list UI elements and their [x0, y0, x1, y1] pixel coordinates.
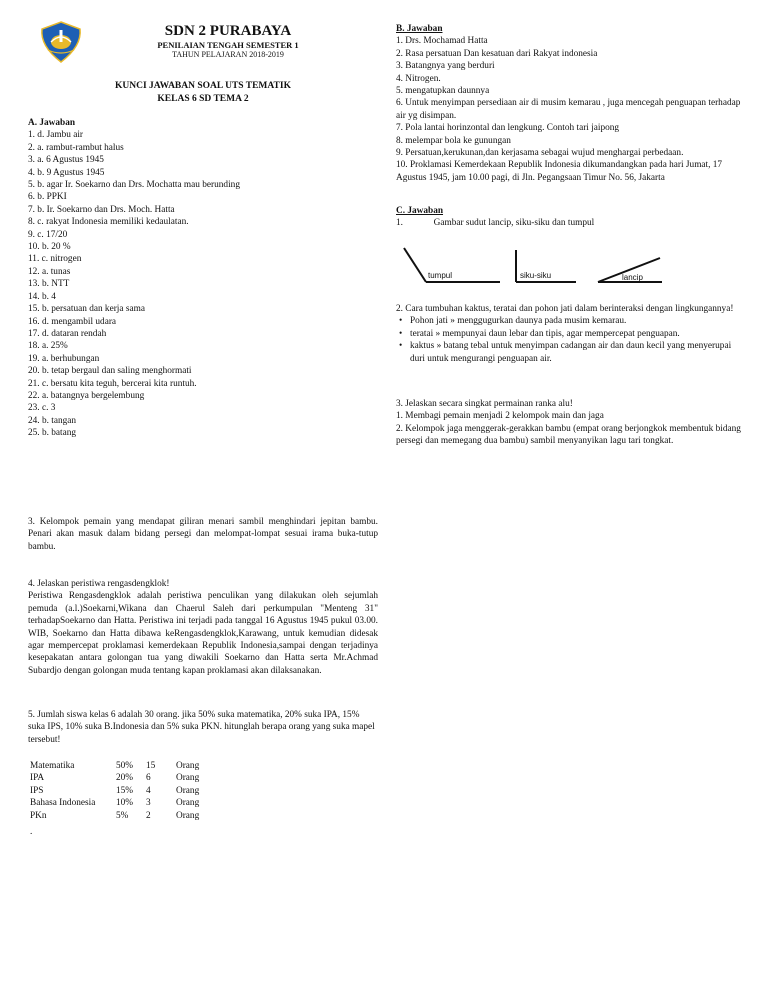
answer-a-5: 5. b. agar Ir. Soekarno dan Drs. Mochatta mau berunding [28, 180, 240, 191]
list-item [396, 315, 746, 327]
answer-b-7: 7. Pola lantai horinzontal dan lengkung. Contoh tari jaipong [396, 123, 620, 134]
angle-label-siku-siku: siku-siku [520, 271, 552, 280]
unit-cell: Orang [176, 773, 200, 784]
answer-a-16: 16. d. mengambil udara [28, 316, 117, 327]
section-a-title: A. Jawaban [28, 118, 76, 128]
table-row [30, 785, 203, 797]
count-cell: 6 [146, 773, 151, 784]
percent-cell: 15% [116, 785, 134, 796]
answer-b-3: 3. Batangnya yang berduri [396, 61, 495, 72]
right-angle-figure [516, 250, 576, 282]
table-row [30, 797, 203, 809]
section-b-title: B. Jawaban [396, 24, 443, 34]
section-c-q2-text: 2. Cara tumbuhan kaktus, teratai dan pohon jati dalam berinteraksi dengan lingkungannya! [396, 304, 734, 314]
section-c-title: C. Jawaban [396, 206, 444, 216]
unit-cell: Orang [176, 761, 200, 771]
paragraph-q5: 5. Jumlah siswa kelas 6 adalah 30 orang. jika 50% suka matematika, 20% suka IPA, 15% suka IPS, 10% suka B.Indonesia dan 5% suka PKN. hitunglah berapa orang yang suka mapel tersebut! [28, 710, 375, 745]
academic-year: TAHUN PELAJARAN 2018-2019 [172, 50, 284, 59]
q3-line-2: 2. Kelompok jaga menggerak-gerakkan bambu (empat orang berjongkok membentuk bidang persegi dan memegang dua bambu) sambil menyanyikan lagu tari tongkat. [396, 423, 741, 447]
count-cell: 15 [146, 761, 156, 771]
subject-table [30, 760, 203, 822]
paragraph-q3-continued: 3. Kelompok pemain yang mendapat giliran menari sambil menghindari jepitan bambu. Penari akan masuk dalam bidang persegi dan melompat-lompat sesuai irama buka-tutup bambu. [28, 517, 378, 552]
angle-label-lancip: lancip [622, 273, 643, 282]
section-a [28, 117, 378, 440]
answer-a-2: 2. a. rambut-rambut halus [28, 142, 124, 153]
answer-a-22: 22. a. batangnya bergelembung [28, 390, 145, 401]
section-c-q3 [396, 398, 746, 448]
school-logo-icon [34, 20, 88, 64]
answer-a-20: 20. b. tetap bergaul dan saling menghormati [28, 366, 192, 377]
answer-a-11: 11. c. nitrogen [28, 254, 82, 265]
paragraph-q4 [28, 578, 378, 677]
subject-cell: PKn [30, 810, 47, 821]
q4-question: 4. Jelaskan peristiwa rengasdengklok! [28, 579, 170, 589]
answer-a-7: 7. b. Ir. Soekarno dan Drs. Moch. Hatta [28, 204, 175, 215]
answer-b-6: 6. Untuk menyimpan persediaan air di musim kemarau , juga mencegah penguapan terhadap air yg disimpan. [396, 98, 741, 121]
percent-cell: 10% [116, 798, 134, 809]
acute-angle-figure [598, 258, 662, 282]
section-c [396, 205, 746, 230]
q4-answer: Peristiwa Rengasdengklok adalah peristiwa penculikan yang dilakukan oleh sejumlah pemuda (a.l.)Soekarni,Wikana dan Chaerul Saleh dari perkumpulan "Menteng 31" terhadapSoekarno dan Hatta. Peristiwa ini terjadi pada tanggal 16 Agustus 1945 pukul 03.00. WIB, Soekarno dan Hatta dibawa keRengasdengklok,Karawang, untuk kemudian didesak agar mempercepat proklamasi kemerdekaan Republik Indonesia,sampai dengan terjadinya kesepakatan antara golongan tua yang diwakili Soekarno dan Hatta serta Mr.Achmad Subardjo dengan golongan muda tentang kapan proklamasi akan dilaksanakan. [28, 591, 378, 676]
answer-a-19: 19. a. berhubungan [28, 353, 100, 364]
bullet-icon: • [399, 328, 403, 339]
q2-bullet-1: Pohon jati » menggugurkan daunya pada musim kemarau. [410, 316, 627, 327]
end-mark: . [30, 827, 33, 837]
answer-b-5: 5. mengatupkan daunnya [396, 86, 490, 97]
subject-cell: IPA [30, 773, 45, 784]
answer-a-9: 9. c. 17/20 [28, 229, 68, 240]
percent-cell: 5% [116, 810, 129, 821]
count-cell: 4 [146, 785, 151, 796]
answer-b-9: 9. Persatuan,kerukunan,dan kerjasama sebagai wujud menghargai perbedaan. [396, 148, 684, 159]
q2-bullet-3: kaktus » batang tebal untuk menyimpan cadangan air dan daun kecil yang menyerupai duri untuk mengurangi penguapan air. [410, 341, 732, 364]
answer-a-17: 17. d. dataran rendah [28, 328, 107, 339]
answer-a-14: 14. b. 4 [28, 291, 56, 302]
answer-a-8: 8. c. rakyat Indonesia memiliki kedaulatan. [28, 217, 189, 228]
answer-b-10: 10. Proklamasi Kemerdekaan Republik Indonesia dikumandangkan pada hari Jumat, 17 Agustus 1945, jam 10.00 pagi, di Jln. Pegangsaan Timur No. 56, Jakarta [396, 160, 723, 183]
subject-cell: IPS [30, 785, 44, 796]
answer-a-18: 18. a. 25% [28, 341, 68, 352]
angle-figures [396, 240, 696, 286]
answer-b-1: 1. Drs. Mochamad Hatta [396, 36, 488, 47]
unit-cell: Orang [176, 798, 200, 809]
bullet-icon: • [399, 341, 403, 352]
answer-a-25: 25. b. batang [28, 428, 77, 439]
section-c-q1-number: 1. [396, 218, 403, 229]
subject-cell: Bahasa Indonesia [30, 798, 96, 809]
unit-cell: Orang [176, 785, 200, 796]
list-item [396, 340, 746, 365]
answer-a-1: 1. d. Jambu air [28, 130, 83, 141]
answer-a-21: 21. c. bersatu kita teguh, bercerai kita runtuh. [28, 378, 197, 389]
answer-a-12: 12. a. tunas [28, 266, 71, 277]
answer-a-24: 24. b. tangan [28, 415, 77, 426]
q2-bullet-2: teratai » mempunyai daun lebar dan tipis, agar mempercepat penguapan. [410, 328, 680, 339]
obtuse-angle-figure [404, 248, 500, 282]
answer-key-line1: KUNCI JAWABAN SOAL UTS TEMATIK [115, 81, 291, 91]
subject-cell: Matematika [30, 761, 75, 771]
section-c-q1 [396, 217, 746, 229]
answer-b-2: 2. Rasa persatuan Dan kesatuan dari Rakyat indonesia [396, 48, 598, 59]
q3-line-1: 1. Membagi pemain menjadi 2 kelompok main dan jaga [396, 411, 604, 422]
section-c-q1-text: Gambar sudut lancip, siku-siku dan tumpul [433, 218, 595, 229]
section-c-q3-text: 3. Jelaskan secara singkat permainan ranka alu! [396, 399, 573, 409]
table-row [30, 810, 203, 822]
answer-a-13: 13. b. NTT [28, 279, 70, 290]
unit-cell: Orang [176, 810, 200, 821]
answer-a-15: 15. b. persatuan dan kerja sama [28, 304, 145, 315]
answer-b-4: 4. Nitrogen. [396, 73, 441, 84]
answer-key-title [28, 80, 378, 105]
section-c-q2 [396, 303, 746, 365]
count-cell: 3 [146, 798, 151, 809]
table-row [30, 760, 203, 772]
answer-b-8: 8. melempar bola ke gunungan [396, 135, 511, 146]
exam-title: PENILAIAN TENGAH SEMESTER 1 [157, 40, 299, 50]
answer-a-23: 23. c. 3 [28, 403, 56, 414]
school-name: SDN 2 PURABAYA [164, 23, 292, 39]
list-item [396, 328, 746, 340]
angle-label-tumpul: tumpul [428, 271, 453, 280]
answer-a-3: 3. a. 6 Agustus 1945 [28, 155, 104, 166]
percent-cell: 50% [116, 761, 134, 771]
answer-key-line2: KELAS 6 SD TEMA 2 [157, 93, 249, 104]
percent-cell: 20% [116, 773, 134, 784]
answer-a-6: 6. b. PPKI [28, 192, 67, 203]
section-b [396, 23, 746, 184]
bullet-icon: • [399, 316, 403, 327]
answer-a-10: 10. b. 20 % [28, 242, 71, 253]
answer-a-4: 4. b. 9 Agustus 1945 [28, 167, 105, 178]
table-row [30, 772, 203, 784]
count-cell: 2 [146, 810, 151, 821]
